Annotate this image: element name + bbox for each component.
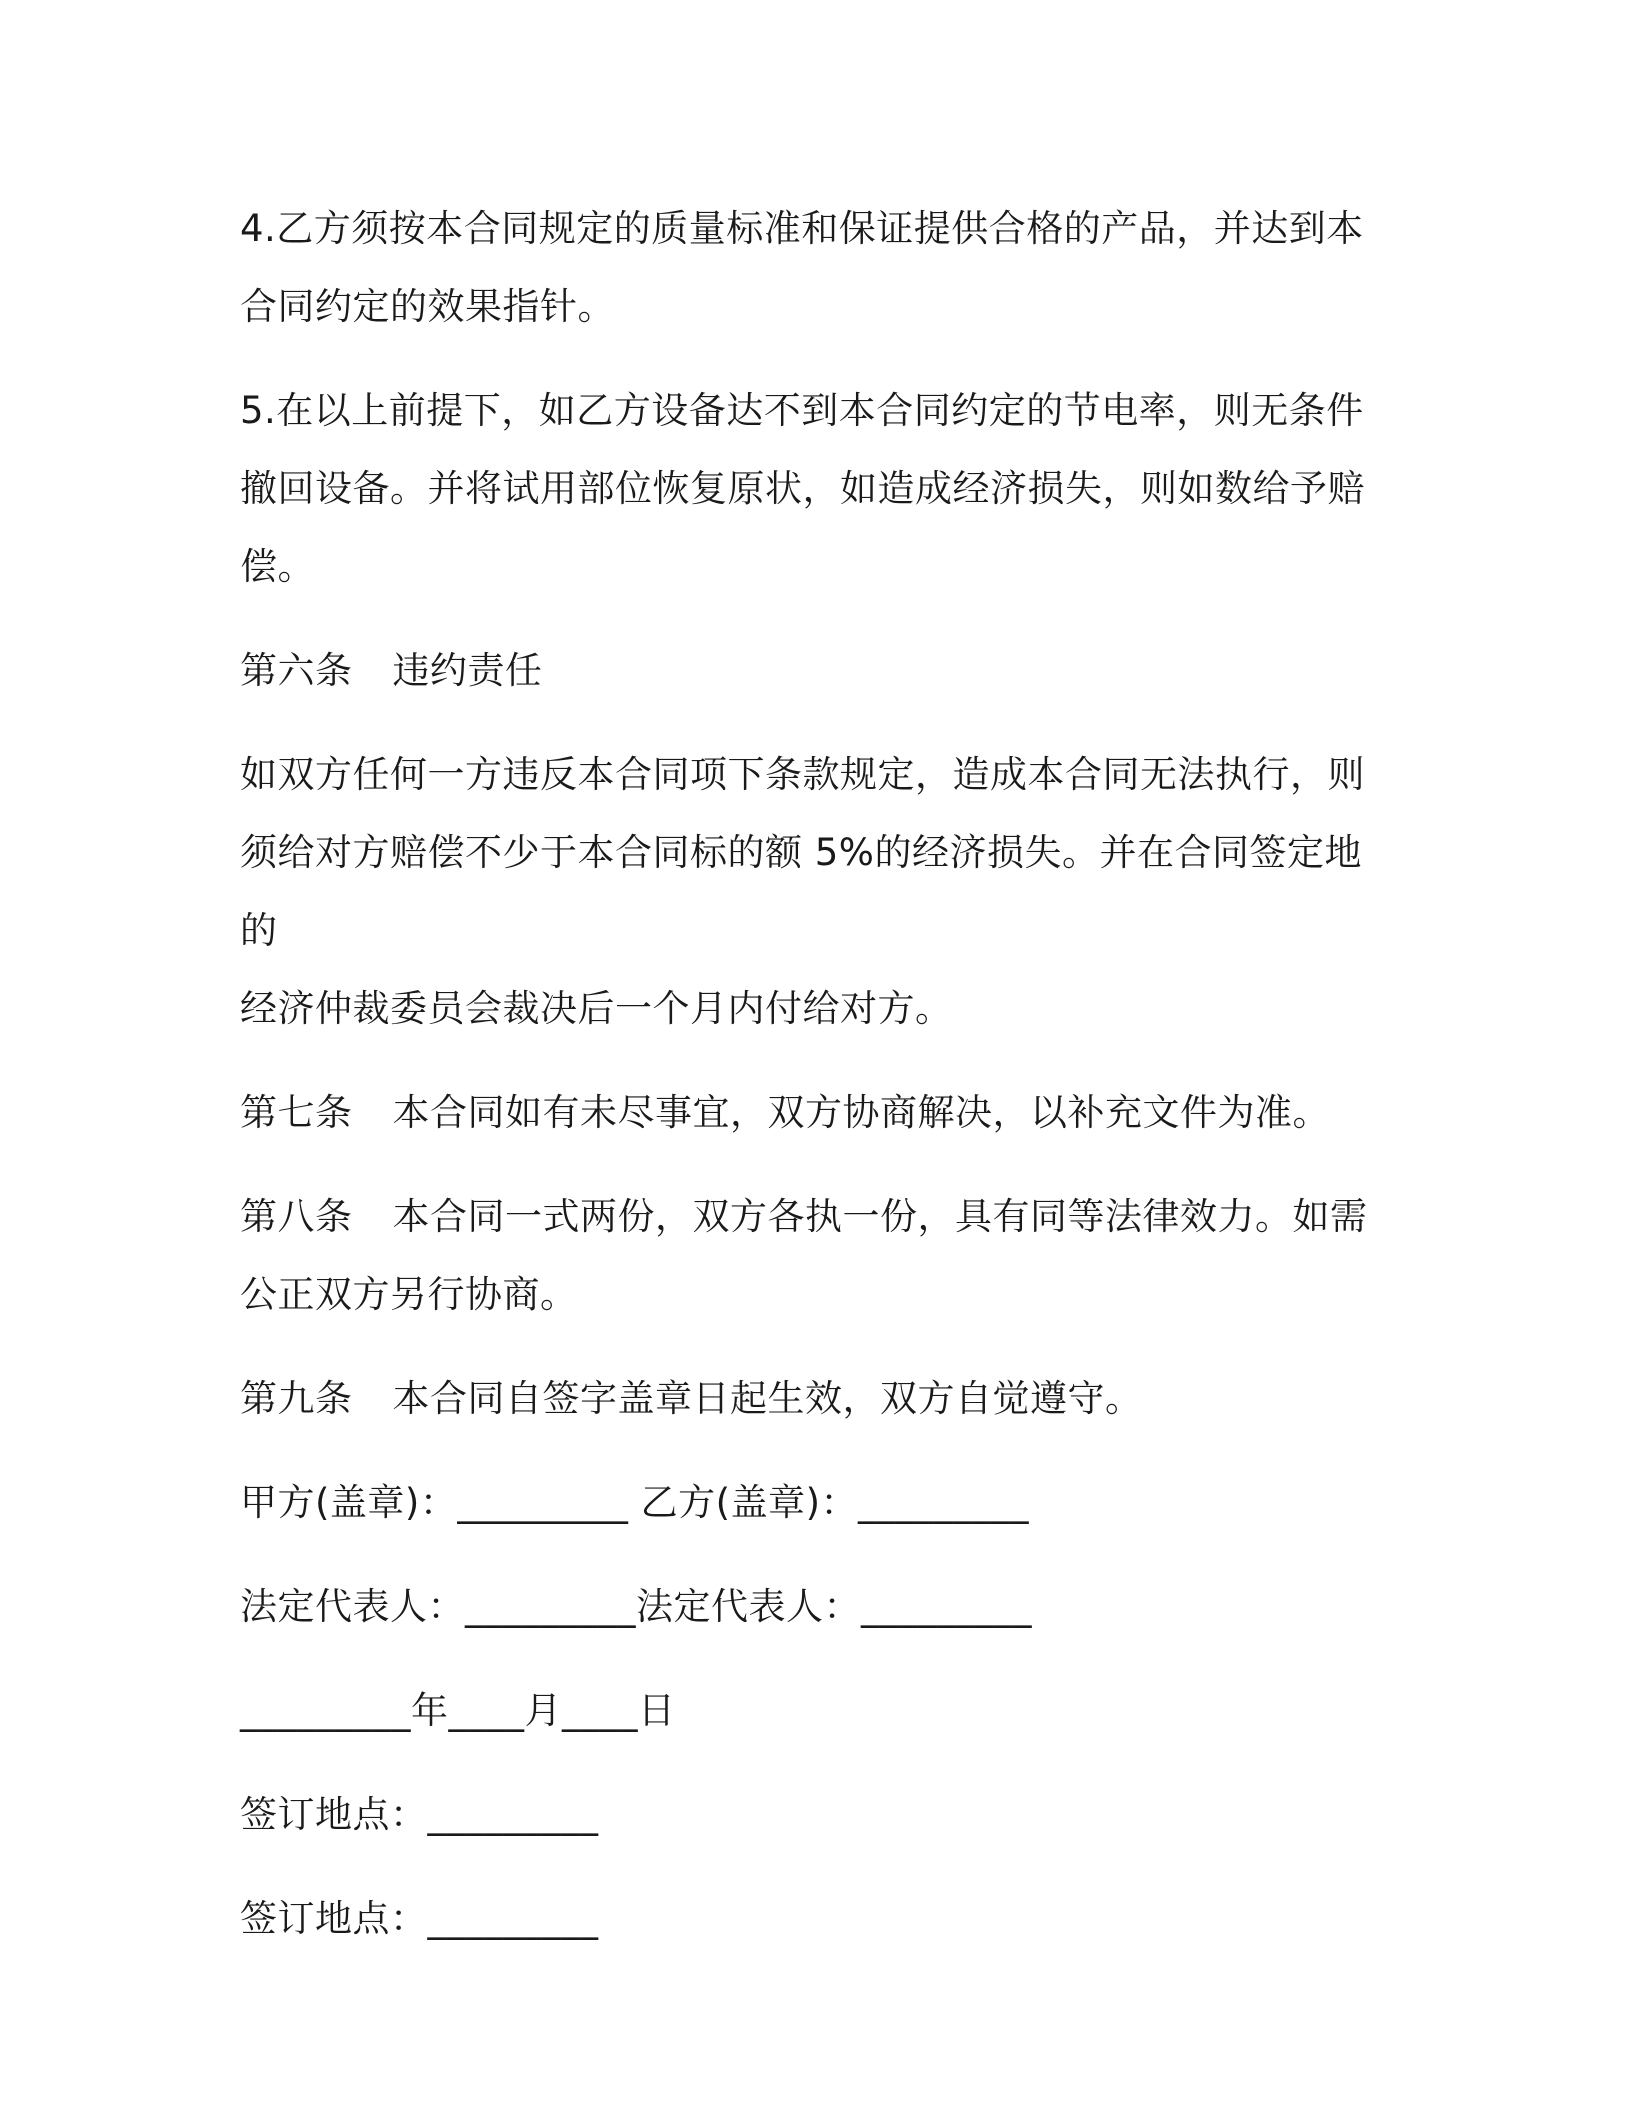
article-8-label: 第八条	[240, 1195, 353, 1238]
signing-place-2	[240, 1880, 1390, 1958]
article-8	[240, 1178, 1390, 1334]
signing-date	[240, 1672, 1390, 1750]
clause-4-line-1: 4.乙方须按本合同规定的质量标准和保证提供合格的产品，并达到本	[240, 207, 1364, 250]
article-6-line-3: 经济仲裁委员会裁决后一个月内付给对方。	[240, 987, 953, 1030]
signing-date-text: _________年____月____日	[240, 1689, 676, 1732]
party-b-seal: 乙方(盖章)：_________	[640, 1481, 1030, 1524]
article-7-label: 第七条	[240, 1091, 353, 1134]
article-6-line-2: 须给对方赔偿不少于本合同标的额 5%的经济损失。并在合同签定地的	[240, 831, 1362, 952]
clause-4	[240, 190, 1390, 346]
article-8-line-2: 公正双方另行协商。	[240, 1273, 578, 1316]
article-8-line-1: 本合同一式两份，双方各执一份，具有同等法律效力。如需	[392, 1195, 1368, 1238]
clause-5	[240, 372, 1390, 606]
article-7-text: 本合同如有未尽事宜，双方协商解决，以补充文件为准。	[392, 1091, 1330, 1134]
seal-line	[240, 1464, 1390, 1542]
article-6-title: 违约责任	[392, 649, 543, 692]
representative-line	[240, 1568, 1390, 1646]
article-9	[240, 1360, 1390, 1438]
article-6-label: 第六条	[240, 649, 353, 692]
clause-5-line-1: 5.在以上前提下，如乙方设备达不到本合同约定的节电率，则无条件	[240, 389, 1364, 432]
article-6-heading	[240, 632, 1390, 710]
article-9-label: 第九条	[240, 1377, 353, 1420]
party-b-representative: 法定代表人：_________	[636, 1585, 1032, 1628]
article-9-text: 本合同自签字盖章日起生效，双方自觉遵守。	[392, 1377, 1143, 1420]
party-a-representative: 法定代表人：_________	[240, 1585, 636, 1628]
contract-page	[240, 190, 1390, 1984]
article-7	[240, 1074, 1390, 1152]
signing-place-1	[240, 1776, 1390, 1854]
article-6-body	[240, 736, 1390, 1048]
signing-place-1-text: 签订地点：_________	[240, 1793, 599, 1836]
signing-place-2-text: 签订地点：_________	[240, 1897, 599, 1940]
clause-5-line-3: 偿。	[240, 545, 315, 588]
article-6-line-1: 如双方任何一方违反本合同项下条款规定，造成本合同无法执行，则	[240, 753, 1365, 796]
clause-5-line-2: 撤回设备。并将试用部位恢复原状，如造成经济损失，则如数给予赔	[240, 467, 1365, 510]
party-a-seal: 甲方(盖章)：_________	[240, 1481, 629, 1524]
clause-4-line-2: 合同约定的效果指针。	[240, 285, 615, 328]
